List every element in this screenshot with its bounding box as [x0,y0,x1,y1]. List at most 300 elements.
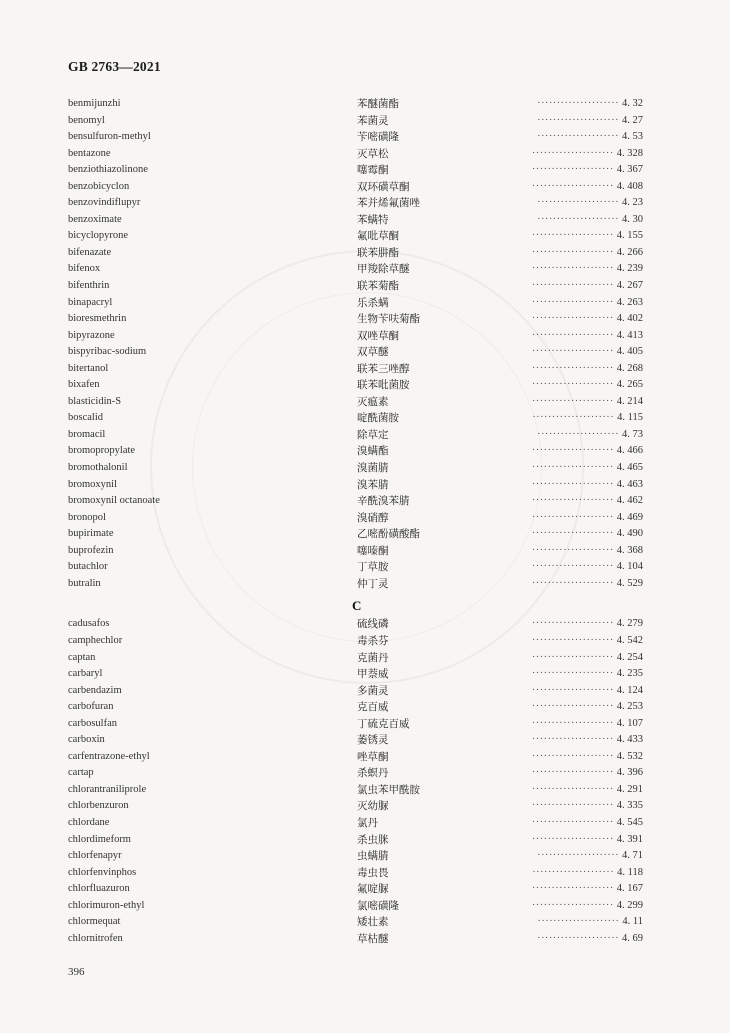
entry-chinese-name: 噻嗪酮 [357,544,389,557]
entry-section-number: 4. 408 [616,180,643,192]
entry-reference [532,633,643,650]
index-entry [0,526,730,543]
index-entry [0,344,730,361]
index-entry [0,633,730,650]
index-entry [0,832,730,849]
leader-dots: ····················· [531,899,617,911]
leader-dots: ····················· [537,131,622,143]
entry-reference [532,394,643,411]
entry-reference [537,848,643,865]
entry-english-name: chlornitrofen [68,932,123,944]
entry-reference [532,460,643,477]
entry-chinese-name: 辛酰溴苯腈 [357,495,410,508]
entry-chinese-name: 丁硫克百威 [357,717,410,730]
entry-english-name: butralin [68,577,101,589]
entry-chinese-name: 丁草胺 [357,561,389,574]
entry-reference [532,559,643,576]
entry-chinese-name: 啶酰菌胺 [357,412,399,425]
entry-english-name: bromopropylate [68,445,136,457]
entry-section-number: 4. 469 [616,511,643,523]
leader-dots: ····················· [531,783,617,795]
entry-reference [537,931,643,948]
leader-dots: ····················· [531,734,617,746]
leader-dots: ····················· [531,684,617,696]
entry-section-number: 4. 545 [616,816,643,828]
index-entry [0,245,730,262]
entry-section-number: 4. 167 [616,883,643,895]
leader-dots: ····················· [531,577,617,589]
leader-dots: ····················· [531,246,617,258]
entry-chinese-name: 噻霉酮 [357,164,389,177]
leader-dots: ····················· [531,346,617,358]
entry-reference [532,699,643,716]
index-entry [0,328,730,345]
page-number: 396 [68,966,85,978]
entry-section-number: 4. 254 [616,651,643,663]
leader-dots: ····················· [537,213,622,225]
index-entry [0,543,730,560]
entry-english-name: benzobicyclon [68,180,130,192]
entry-chinese-name: 苯螨特 [357,213,389,226]
entry-english-name: boscalid [68,412,103,424]
entry-english-name: carboxin [68,734,105,746]
entry-chinese-name: 溴菌腈 [357,462,389,475]
entry-reference [532,377,643,394]
index-entry [0,443,730,460]
entry-chinese-name: 氯虫苯甲酰胺 [357,783,420,796]
entry-english-name: bentazone [68,147,111,159]
leader-dots: ····················· [531,263,617,275]
entry-reference [537,427,643,444]
entry-section-number: 4. 367 [616,164,643,176]
entry-section-number: 4. 69 [622,932,643,944]
entry-section-number: 4. 463 [616,478,643,490]
entry-section-number: 4. 107 [616,717,643,729]
entry-english-name: bronopol [68,511,106,523]
entry-english-name: blasticidin-S [68,395,122,407]
entry-chinese-name: 草枯醚 [357,932,389,945]
entry-section-number: 4. 235 [616,668,643,680]
index-entry [0,749,730,766]
entry-section-number: 4. 391 [616,833,643,845]
entry-reference [537,195,643,212]
index-entry [0,699,730,716]
index-entry [0,765,730,782]
entry-english-name: bifenox [68,263,101,275]
leader-dots: ····················· [537,197,622,209]
entry-english-name: chlordimeform [68,833,131,845]
leader-dots: ····················· [531,280,617,292]
entry-chinese-name: 双唑草酮 [357,329,399,342]
leader-dots: ····················· [537,428,622,440]
entry-chinese-name: 毒虫畏 [357,866,389,879]
entry-section-number: 4. 118 [617,866,643,878]
leader-dots: ····················· [531,767,617,779]
entry-section-number: 4. 53 [622,131,643,143]
leader-dots: ····················· [531,833,617,845]
entry-section-number: 4. 253 [616,701,643,713]
entry-english-name: benmijunzhi [68,98,121,109]
index-entry [0,782,730,799]
index-entry [0,460,730,477]
entry-reference [532,616,643,633]
entry-section-number: 4. 405 [616,346,643,358]
entry-section-number: 4. 267 [616,280,643,292]
entry-chinese-name: 联苯肼酯 [357,246,399,259]
entry-reference [532,245,643,262]
entry-chinese-name: 矮壮素 [357,916,389,929]
entry-chinese-name: 甲羧除草醚 [357,263,410,276]
entry-english-name: bixafen [68,379,100,391]
entry-section-number: 4. 542 [616,634,643,646]
entry-section-number: 4. 466 [616,445,643,457]
entry-english-name: bitertanol [68,362,109,374]
entry-section-number: 4. 115 [617,412,643,424]
entry-section-number: 4. 27 [622,114,643,126]
entry-english-name: cartap [68,767,94,779]
entry-chinese-name: 萎锈灵 [357,734,389,747]
entry-chinese-name: 苯醚菌酯 [357,98,399,110]
leader-dots: ····················· [531,362,617,374]
entry-chinese-name: 苄嘧磺隆 [357,131,399,144]
leader-dots: ····················· [531,296,617,308]
entry-reference [532,526,643,543]
entry-chinese-name: 生物苄呋菊酯 [357,313,420,326]
entry-section-number: 4. 532 [616,750,643,762]
entry-reference [532,344,643,361]
entry-reference [532,832,643,849]
entry-reference [532,749,643,766]
index-entry [0,848,730,865]
entry-reference [532,666,643,683]
entry-section-number: 4. 396 [616,767,643,779]
entry-english-name: bromothalonil [68,462,128,474]
leader-dots: ····················· [531,511,617,523]
entry-english-name: carbofuran [68,701,114,713]
entry-section-number: 4. 529 [616,577,643,589]
entry-english-name: bicyclopyrone [68,230,129,242]
entry-reference [532,650,643,667]
entry-reference [532,510,643,527]
entry-reference [532,881,643,898]
entry-english-name: chlorimuron-ethyl [68,899,145,911]
entry-section-number: 4. 291 [616,783,643,795]
entry-chinese-name: 溴苯腈 [357,478,389,491]
leader-dots: ····················· [531,634,617,646]
index-entry [0,914,730,931]
entry-english-name: benomyl [68,114,105,126]
entry-section-number: 4. 23 [622,197,643,209]
entry-reference [538,914,643,931]
leader-dots: ····················· [531,544,617,556]
entry-english-name: captan [68,651,96,663]
entry-section-number: 4. 239 [616,263,643,275]
leader-dots: ····················· [531,651,617,663]
entry-english-name: bensulfuron-methyl [68,131,151,143]
entry-english-name: bupirimate [68,528,114,540]
leader-dots: ····················· [531,528,617,540]
leader-dots: ····················· [531,147,617,159]
entry-english-name: bioresmethrin [68,313,127,325]
leader-dots: ····················· [537,916,623,928]
entry-english-name: chlordane [68,816,110,828]
entry-section-number: 4. 402 [616,313,643,325]
index-entry [0,881,730,898]
entry-reference [532,328,643,345]
entry-english-name: carbendazim [68,684,122,696]
index-entry [0,377,730,394]
entry-chinese-name: 杀螟丹 [357,767,389,780]
entry-reference [532,295,643,312]
index-entry [0,559,730,576]
entry-chinese-name: 毒杀芬 [357,634,389,647]
entry-english-name: benzovindiflupyr [68,197,141,209]
standard-code-header: GB 2763—2021 [68,59,161,74]
entry-chinese-name: 灭幼脲 [357,800,389,813]
entry-chinese-name: 唑草酮 [357,750,389,763]
index-entry [0,865,730,882]
entry-english-name: chlormequat [68,916,121,928]
index-entry [0,129,730,146]
entry-chinese-name: 硫线磷 [357,618,389,631]
entry-reference [532,261,643,278]
entry-chinese-name: 联苯吡菌胺 [357,379,410,392]
entry-english-name: chlorantraniliprole [68,783,147,795]
index-entry [0,278,730,295]
entry-english-name: binapacryl [68,296,113,308]
entry-english-name: chlorfenvinphos [68,866,137,878]
entry-english-name: bromoxynil [68,478,117,490]
entry-english-name: buprofezin [68,544,114,556]
section-heading-row [0,592,730,616]
index-entry [0,716,730,733]
entry-reference [532,162,643,179]
entry-section-number: 4. 328 [616,147,643,159]
entry-section-number: 4. 71 [622,850,643,862]
entry-section-number: 4. 266 [616,246,643,258]
leader-dots: ····················· [531,561,617,573]
entry-chinese-name: 双草醚 [357,346,389,359]
entry-chinese-name: 溴螨酯 [357,445,389,458]
entry-reference [532,228,643,245]
entry-section-number: 4. 490 [616,528,643,540]
entry-reference [532,898,643,915]
leader-dots: ····················· [531,883,617,895]
leader-dots: ····················· [531,701,617,713]
entry-chinese-name: 氟啶脲 [357,883,389,896]
entry-reference [532,732,643,749]
entry-chinese-name: 苯菌灵 [357,114,389,127]
leader-dots: ····················· [531,230,617,242]
index-entry [0,616,730,633]
entry-section-number: 4. 279 [616,618,643,630]
entry-reference [537,96,643,113]
entry-section-number: 4. 263 [616,296,643,308]
entry-english-name: bispyribac-sodium [68,346,147,358]
index-entry [0,798,730,815]
entry-reference [532,410,643,427]
entry-reference [532,179,643,196]
index-entry [0,683,730,700]
entry-reference [532,543,643,560]
entry-section-number: 4. 104 [616,561,643,573]
entry-section-number: 4. 462 [616,495,643,507]
entry-english-name: bromacil [68,428,106,440]
entry-reference [532,716,643,733]
leader-dots: ····················· [531,668,617,680]
entry-reference [537,212,643,229]
entry-chinese-name: 氯嘧磺隆 [357,899,399,912]
entry-chinese-name: 杀虫脒 [357,833,389,846]
leader-dots: ····················· [531,395,617,407]
entry-reference [532,477,643,494]
index-entry [0,898,730,915]
leader-dots: ····················· [531,816,617,828]
entry-section-number: 4. 155 [616,230,643,242]
index-entry [0,931,730,948]
entry-english-name: cadusafos [68,618,110,630]
index-entry [0,96,730,113]
index-entry [0,477,730,494]
leader-dots: ····················· [532,866,618,878]
entry-english-name: bifenthrin [68,280,110,292]
entry-chinese-name: 乙嘧酚磺酸酯 [357,528,420,541]
entry-chinese-name: 苯并烯氟菌唑 [357,197,420,210]
entry-section-number: 4. 265 [616,379,643,391]
leader-dots: ····················· [531,495,617,507]
index-entry [0,146,730,163]
entry-section-number: 4. 30 [622,213,643,225]
leader-dots: ····················· [531,717,617,729]
index-entry [0,815,730,832]
section-letter-c: C [352,598,362,614]
entry-reference [532,815,643,832]
entry-chinese-name: 乐杀螨 [357,296,389,309]
leader-dots: ····················· [531,462,617,474]
index-entry [0,493,730,510]
entry-chinese-name: 氟吡草酮 [357,230,399,243]
entry-chinese-name: 克菌丹 [357,651,389,664]
entry-reference [532,683,643,700]
entry-english-name: bipyrazone [68,329,115,341]
entry-chinese-name: 灭瘟素 [357,395,389,408]
entry-chinese-name: 氯丹 [357,816,378,829]
entry-chinese-name: 双环磺草酮 [357,180,410,193]
entry-english-name: chlorfluazuron [68,883,130,895]
index-entry [0,410,730,427]
entry-reference [532,278,643,295]
leader-dots: ····················· [537,98,622,109]
index-entry [0,650,730,667]
entry-chinese-name: 溴硝醇 [357,511,389,524]
leader-dots: ····················· [531,313,617,325]
index-entry [0,732,730,749]
leader-dots: ····················· [537,114,622,126]
index-list [0,96,730,947]
entry-chinese-name: 除草定 [357,428,389,441]
entry-reference [532,765,643,782]
index-entry [0,361,730,378]
entry-chinese-name: 联苯菊酯 [357,280,399,293]
entry-reference [532,146,643,163]
entry-english-name: bifenazate [68,246,112,258]
entry-section-number: 4. 465 [616,462,643,474]
entry-english-name: carfentrazone-ethyl [68,750,150,762]
entry-english-name: camphechlor [68,634,123,646]
index-entry [0,666,730,683]
leader-dots: ····················· [531,445,617,457]
index-entry [0,261,730,278]
entry-reference [532,443,643,460]
entry-section-number: 4. 299 [616,899,643,911]
index-entry [0,228,730,245]
entry-section-number: 4. 32 [622,98,643,109]
leader-dots: ····················· [531,750,617,762]
entry-section-number: 4. 413 [616,329,643,341]
entry-english-name: benzoximate [68,213,122,225]
entry-english-name: carbaryl [68,668,103,680]
entry-section-number: 4. 433 [616,734,643,746]
entry-section-number: 4. 368 [616,544,643,556]
index-entry [0,394,730,411]
index-entry [0,113,730,130]
entry-english-name: benziothiazolinone [68,164,148,176]
entry-reference [537,129,643,146]
entry-section-number: 4. 124 [616,684,643,696]
entry-reference [532,311,643,328]
leader-dots: ····················· [531,164,617,176]
entry-chinese-name: 联苯三唑醇 [357,362,410,375]
leader-dots: ····················· [531,618,617,630]
index-entry [0,162,730,179]
leader-dots: ····················· [531,800,617,812]
entry-chinese-name: 灭草松 [357,147,389,160]
leader-dots: ····················· [537,850,622,862]
leader-dots: ····················· [532,412,618,424]
leader-dots: ····················· [537,932,622,944]
leader-dots: ····················· [531,329,617,341]
index-entry [0,179,730,196]
entry-chinese-name: 克百威 [357,701,389,714]
entry-english-name: chlorbenzuron [68,800,129,812]
entry-reference [537,113,643,130]
entry-section-number: 4. 214 [616,395,643,407]
entry-section-number: 4. 268 [616,362,643,374]
index-entry [0,295,730,312]
entry-english-name: chlorfenapyr [68,850,122,862]
leader-dots: ····················· [531,478,617,490]
entry-reference [532,493,643,510]
index-entry [0,427,730,444]
index-entry [0,212,730,229]
entry-chinese-name: 虫螨腈 [357,850,389,863]
entry-reference [532,798,643,815]
entry-section-number: 4. 11 [622,916,643,928]
leader-dots: ····················· [531,180,617,192]
entry-section-number: 4. 73 [622,428,643,440]
entry-english-name: carbosulfan [68,717,117,729]
entry-english-name: bromoxynil octanoate [68,495,160,507]
entry-chinese-name: 多菌灵 [357,684,389,697]
entry-english-name: butachlor [68,561,108,573]
entry-reference [532,782,643,799]
entry-section-number: 4. 335 [616,800,643,812]
leader-dots: ····················· [531,379,617,391]
index-entry [0,311,730,328]
entry-reference [532,361,643,378]
index-entry [0,576,730,593]
index-entry [0,195,730,212]
